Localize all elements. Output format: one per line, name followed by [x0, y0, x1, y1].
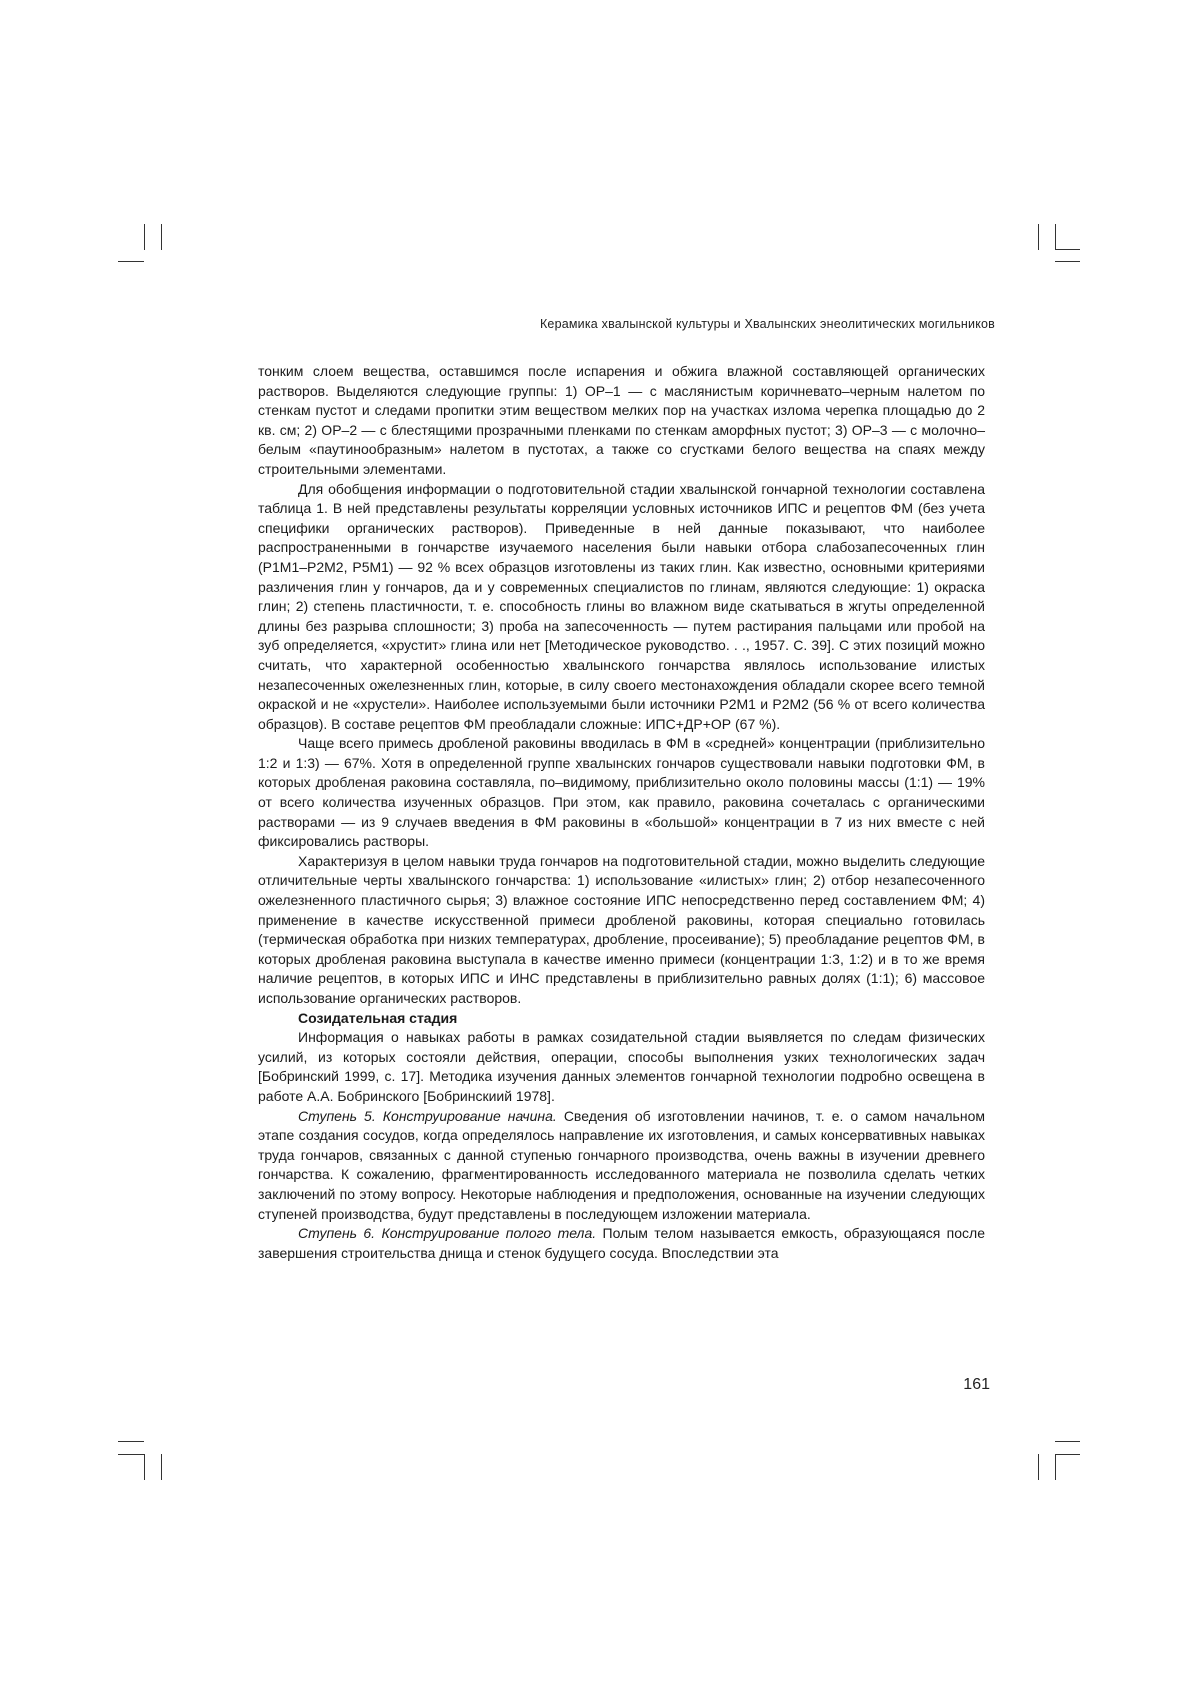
paragraph: Чаще всего примесь дробленой раковины вводилась в ФМ в «средней» концентрации (приблизительно 1:2 и 1:3) — 67%. Хотя в определенной группе хвалынских гончаров существовали навыки подготовки ФМ, в которых дробленая раковина составляла, по–видимому, приблизительно около половины массы (1:1) — 19% от всего количества изученных образцов. При этом, как правило, раковина сочеталась с органическими растворами — из 9 случаев введения в ФМ раковины в «большой» концентрации в 7 из них вместе с ней фиксировались растворы.: [258, 735, 985, 850]
body-text: [258, 362, 985, 1263]
page-number: 161: [963, 1376, 990, 1393]
paragraph: Информация о навыках работы в рамках созидательной стадии выявляется по следам физических усилий, из которых состояли действия, операции, способы выполнения узких технологических задач [Бобринский 1999, с. 17]. Методика изучения данных элементов гончарной технологии подробно освещена в работе А.А. Бобринского [Бобринскиий 1978].: [258, 1029, 985, 1104]
paragraph: Для обобщения информации о подготовительной стадии хвалынской гончарной технологии составлена таблица 1. В ней представлены результаты корреляции условных источников ИПС и рецептов ФМ (без учета специфики органических растворов). Приведенные в ней данные показывают, что наиболее распространенными в гончарстве изучаемого населения были навыки отбора слабозапесоченных глин (Р1М1–Р2М2, Р5М1) — 92 % всех образцов изготовлены из таких глин. Как известно, основными критериями различения глин у гончаров, да и у современных специалистов по глинам, являются следующие: 1) окраска глин; 2) степень пластичности, т. е. способность глины во влажном виде скатываться в жгуты определенной длины без разрыва сплошности; 3) проба на запесоченность — путем растирания пальцами или пробой на зуб определяется, «хрустит» глина или нет [Методическое руководство. . ., 1957. С. 39]. С этих позиций можно считать, что характерной особенностью хвалынского гончарства являлось использование илистых незапесоченных ожелезненных глин, которые, в силу своего местонахождения обладали скорее всего темной окраской и не «хрустели». Наиболее используемыми были источники Р2М1 и Р2М2 (56 % от всего количества образцов). В составе рецептов ФМ преобладали сложные: ИПС+ДР+ОР (67 %).: [258, 480, 985, 732]
running-head: Керамика хвалынской культуры и Хвалынских энеолитических могильников: [539, 317, 995, 331]
paragraph: Характеризуя в целом навыки труда гончаров на подготовительной стадии, можно выделить следующие отличительные черты хвалынского гончарства: 1) использование «илистых» глин; 2) отбор незапесоченного ожелезненного пластичного сырья; 3) влажное состояние ИПС непосредственно перед составлением ФМ; 4) применение в качестве искусственной примеси дробленой раковины, которая специально готовилась (термическая обработка при низких температурах, дробление, просеивание); 5) преобладание рецептов ФМ, в которых дробленая раковина выступала в качестве именно примеси (концентрации 1:3, 1:2) и в то же время наличие рецептов, в которых ИПС и ИНС представлены в приблизительно равных долях (1:1); 6) массовое использование органических растворов.: [258, 852, 985, 1006]
paragraph-text: Сведения об изготовлении начинов, т. е. о самом начальном этапе создания сосудов, когда определялось направление их изготовления, и самых консервативных навыках труда гончаров, связанных с данной ступенью гончарного производства, очень важны в изучении древнего гончарства. К сожалению, фрагментированность исследованного материала не позволила сделать четких заключений по этому вопросу. Некоторые наблюдения и предположения, основанные на изучении следующих ступеней производства, будут представлены в последующем изложении материала.: [258, 1107, 985, 1222]
paragraph: [258, 1224, 985, 1263]
step-title: Ступень 5. Конструирование начина.: [298, 1107, 557, 1124]
section-heading: Созидательная стадия: [298, 1009, 458, 1026]
step-title: Ступень 6. Конструирование полого тела.: [298, 1225, 597, 1242]
paragraph-text: Полым телом называется емкость, образующаяся после завершения строительства днища и стенок будущего сосуда. Впоследствии эта: [258, 1225, 985, 1261]
paragraph: [258, 1107, 985, 1225]
paragraph: тонким слоем вещества, оставшимся после испарения и обжига влажной составляющей органических растворов. Выделяются следующие группы: 1) ОР–1 — с маслянистым коричневато–черным налетом по стенкам пустот и следами пропитки этим веществом мелких пор на участках излома черепка площадью до 2 кв. см; 2) ОР–2 — с блестящими прозрачными пленками по стенкам аморфных пустот; 3) ОР–3 — с молочно–белым «паутинообразным» налетом в пустотах, а также со сгустками белого вещества на спаях между строительными элементами.: [258, 363, 985, 477]
